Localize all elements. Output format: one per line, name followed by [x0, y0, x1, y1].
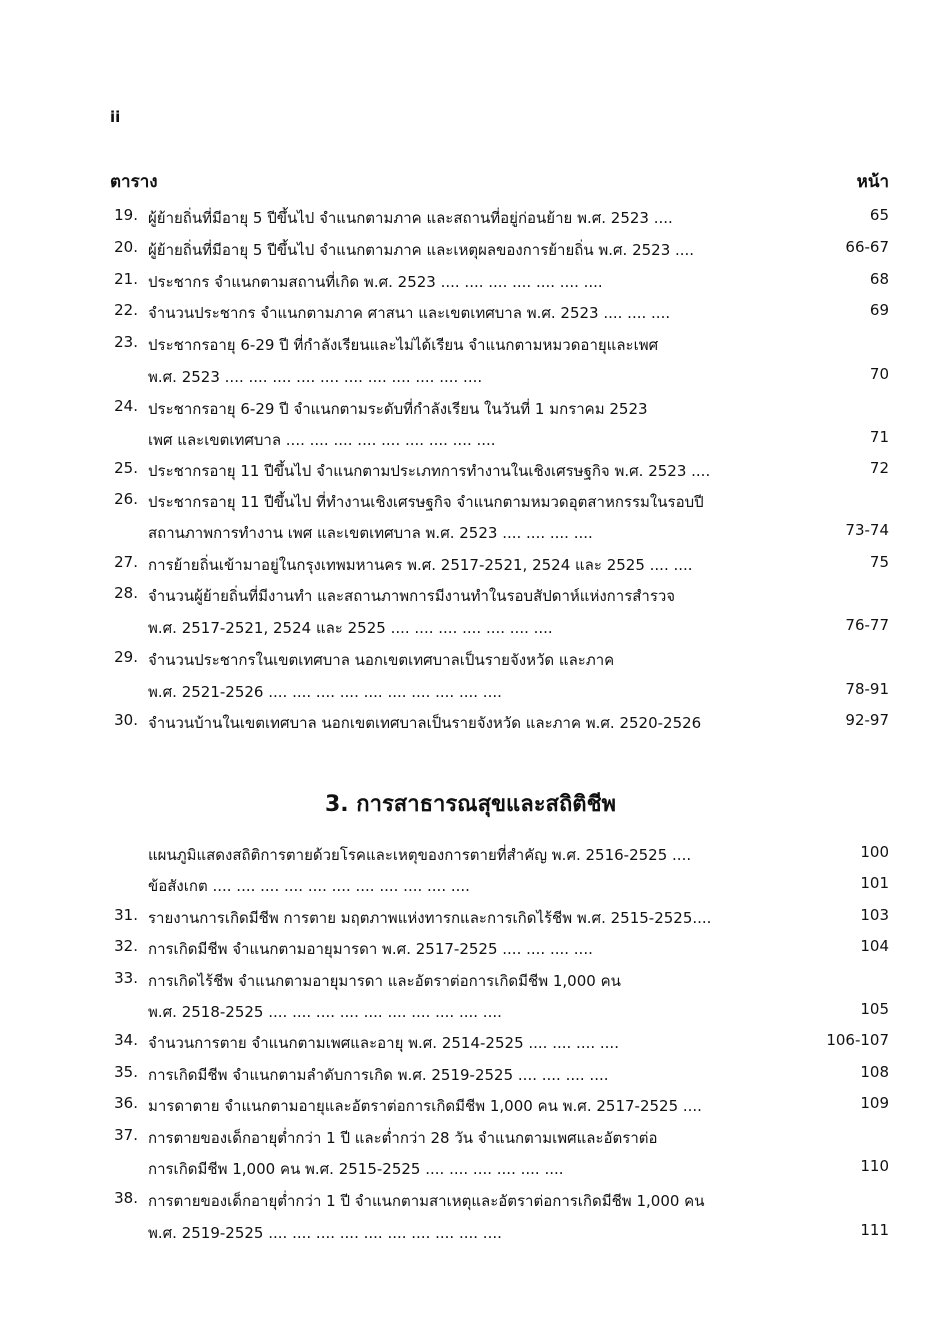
toc-number: 20.: [114, 238, 138, 256]
toc-row: [0, 616, 941, 646]
toc-number: 26.: [114, 490, 138, 508]
toc-entry-text: ประชากรอายุ 6-29 ปี จำแนกตามระดับที่กำลังเรียน ในวันที่ 1 มกราคม 2523: [148, 400, 648, 418]
toc-entry-text: รายงานการเกิดมีชีพ การตาย มฤตภาพแห่งทารกและการเกิดไร้ชีพ พ.ศ. 2515-2525....: [148, 909, 712, 927]
toc-number: 22.: [114, 301, 138, 319]
toc-number: 24.: [114, 397, 138, 415]
toc-entry-text: จำนวนผู้ย้ายถิ่นที่มีงานทำ และสถานภาพการมีงานทำในรอบสัปดาห์แห่งการสำรวจ: [148, 587, 676, 605]
toc-entry-text: การเกิดไร้ชีพ จำแนกตามอายุมารดา และอัตราต่อการเกิดมีชีพ 1,000 คน: [148, 972, 621, 990]
toc-row: [0, 584, 941, 614]
toc-entry-text: การตายของเด็กอายุต่ำกว่า 1 ปี และต่ำกว่า 28 วัน จำแนกตามเพศและอัตราต่อ: [148, 1129, 658, 1147]
toc-page-number: 92-97: [845, 711, 889, 729]
toc-page-number: 105: [860, 1000, 889, 1018]
toc-number: 37.: [114, 1126, 138, 1144]
toc-page-number: 76-77: [845, 616, 889, 634]
toc-page-number: 65: [869, 206, 889, 224]
toc-entry-text: ประชากรอายุ 11 ปีขึ้นไป จำแนกตามประเภทการทำงานในเชิงเศรษฐกิจ พ.ศ. 2523 ....: [148, 462, 711, 480]
toc-page-number: 73-74: [845, 521, 889, 539]
toc-row: [0, 490, 941, 520]
toc-entry-text: ประชากรอายุ 11 ปีขึ้นไป ที่ทำงานเชิงเศรษฐกิจ จำแนกตามหมวดอุตสาหกรรมในรอบปี: [148, 493, 704, 511]
toc-page-number: 101: [860, 874, 889, 892]
toc-page-number: 111: [860, 1221, 889, 1239]
toc-row: [0, 365, 941, 395]
toc-page-number: 66-67: [845, 238, 889, 256]
toc-page-number: 109: [860, 1094, 889, 1112]
toc-row: [0, 397, 941, 427]
toc-row: [0, 1031, 941, 1061]
toc-page-number: 103: [860, 906, 889, 924]
toc-page-number: 106-107: [826, 1031, 889, 1049]
toc-number: 25.: [114, 459, 138, 477]
page-number: ii: [110, 108, 121, 126]
toc-entry-text: การเกิดมีชีพ จำแนกตามอายุมารดา พ.ศ. 2517-2525 .... .... .... ....: [148, 940, 593, 958]
toc-number: 23.: [114, 333, 138, 351]
toc-entry-text: ข้อสังเกต .... .... .... .... .... .... .... .... .... .... ....: [148, 877, 470, 895]
toc-number: 38.: [114, 1189, 138, 1207]
toc-row: [0, 1063, 941, 1093]
toc-row: [0, 1221, 941, 1251]
toc-page-number: 110: [860, 1157, 889, 1175]
toc-entry-text: มารดาตาย จำแนกตามอายุและอัตราต่อการเกิดมีชีพ 1,000 คน พ.ศ. 2517-2525 ....: [148, 1097, 702, 1115]
toc-page-number: 104: [860, 937, 889, 955]
toc-page-number: 75: [869, 553, 889, 571]
toc-entry-text: สถานภาพการทำงาน เพศ และเขตเทศบาล พ.ศ. 2523 .... .... .... ....: [148, 524, 593, 542]
toc-entry-text: ผู้ย้ายถิ่นที่มีอายุ 5 ปีขึ้นไป จำแนกตามภาค และเหตุผลของการย้ายถิ่น พ.ศ. 2523 ....: [148, 241, 695, 259]
toc-entry-text: ประชากรอายุ 6-29 ปี ที่กำลังเรียนและไม่ได้เรียน จำแนกตามหมวดอายุและเพศ: [148, 336, 659, 354]
toc-page-number: 100: [860, 843, 889, 861]
toc-entry-text: การเกิดมีชีพ 1,000 คน พ.ศ. 2515-2525 .... .... .... .... .... ....: [148, 1160, 564, 1178]
toc-row: [0, 1094, 941, 1124]
toc-row: [0, 874, 941, 904]
toc-entry-text: พ.ศ. 2519-2525 .... .... .... .... .... .... .... .... .... ....: [148, 1224, 502, 1242]
toc-row: [0, 333, 941, 363]
toc-page-number: 78-91: [845, 680, 889, 698]
toc-page-number: 108: [860, 1063, 889, 1081]
toc-row: [0, 969, 941, 999]
toc-row: [0, 301, 941, 331]
toc-entry-text: การตายของเด็กอายุต่ำกว่า 1 ปี จำแนกตามสาเหตุและอัตราต่อการเกิดมีชีพ 1,000 คน: [148, 1192, 705, 1210]
toc-row: [0, 711, 941, 741]
toc-number: 21.: [114, 270, 138, 288]
toc-row: [0, 428, 941, 458]
toc-number: 19.: [114, 206, 138, 224]
toc-row: [0, 1189, 941, 1219]
toc-entry-text: แผนภูมิแสดงสถิติการตายด้วยโรคและเหตุของการตายที่สำคัญ พ.ศ. 2516-2525 ....: [148, 846, 692, 864]
toc-entry-text: พ.ศ. 2518-2525 .... .... .... .... .... .... .... .... .... ....: [148, 1003, 502, 1021]
section-title: 3. การสาธารณสุขและสถิติชีพ: [324, 792, 617, 817]
toc-row: [0, 238, 941, 268]
toc-number: 35.: [114, 1063, 138, 1081]
toc-number: 28.: [114, 584, 138, 602]
toc-entry-text: การย้ายถิ่นเข้ามาอยู่ในกรุงเทพมหานคร พ.ศ. 2517-2521, 2524 และ 2525 .... ....: [148, 556, 693, 574]
toc-row: [0, 553, 941, 583]
toc-number: 34.: [114, 1031, 138, 1049]
toc-entry-text: พ.ศ. 2523 .... .... .... .... .... .... .... .... .... .... ....: [148, 368, 483, 386]
toc-number: 36.: [114, 1094, 138, 1112]
toc-number: 27.: [114, 553, 138, 571]
toc-row: [0, 680, 941, 710]
toc-row: [0, 1157, 941, 1187]
toc-entry-text: จำนวนบ้านในเขตเทศบาล นอกเขตเทศบาลเป็นรายจังหวัด และภาค พ.ศ. 2520-2526: [148, 714, 702, 732]
toc-number: 32.: [114, 937, 138, 955]
page-column-header: หน้า: [856, 172, 889, 192]
toc-entry-text: จำนวนประชากรในเขตเทศบาล นอกเขตเทศบาลเป็นรายจังหวัด และภาค: [148, 651, 615, 669]
toc-page-number: 69: [869, 301, 889, 319]
toc-entry-text: จำนวนการตาย จำแนกตามเพศและอายุ พ.ศ. 2514-2525 .... .... .... ....: [148, 1034, 619, 1052]
toc-entry-text: พ.ศ. 2517-2521, 2524 และ 2525 .... .... .... .... .... .... ....: [148, 619, 553, 637]
toc-number: 30.: [114, 711, 138, 729]
toc-page-number: 71: [869, 428, 889, 446]
toc-entry-text: พ.ศ. 2521-2526 .... .... .... .... .... .... .... .... .... ....: [148, 683, 502, 701]
toc-entry-text: การเกิดมีชีพ จำแนกตามลำดับการเกิด พ.ศ. 2519-2525 .... .... .... ....: [148, 1066, 609, 1084]
toc-row: [0, 648, 941, 678]
toc-row: [0, 1000, 941, 1030]
toc-page-number: 70: [869, 365, 889, 383]
toc-row: [0, 459, 941, 489]
toc-row: [0, 206, 941, 236]
toc-number: 29.: [114, 648, 138, 666]
toc-entry-text: ผู้ย้ายถิ่นที่มีอายุ 5 ปีขึ้นไป จำแนกตามภาค และสถานที่อยู่ก่อนย้าย พ.ศ. 2523 ....: [148, 209, 673, 227]
toc-row: [0, 270, 941, 300]
toc-row: [0, 906, 941, 936]
toc-row: [0, 843, 941, 873]
toc-row: [0, 1126, 941, 1156]
toc-number: 31.: [114, 906, 138, 924]
toc-page-number: 72: [869, 459, 889, 477]
toc-row: [0, 521, 941, 551]
toc-row: [0, 937, 941, 967]
toc-entry-text: เพศ และเขตเทศบาล .... .... .... .... .... .... .... .... ....: [148, 431, 496, 449]
table-column-header: ตาราง: [110, 172, 158, 192]
toc-page-number: 68: [869, 270, 889, 288]
toc-number: 33.: [114, 969, 138, 987]
toc-entry-text: ประชากร จำแนกตามสถานที่เกิด พ.ศ. 2523 .... .... .... .... .... .... ....: [148, 273, 603, 291]
toc-entry-text: จำนวนประชากร จำแนกตามภาค ศาสนา และเขตเทศบาล พ.ศ. 2523 .... .... ....: [148, 304, 671, 322]
